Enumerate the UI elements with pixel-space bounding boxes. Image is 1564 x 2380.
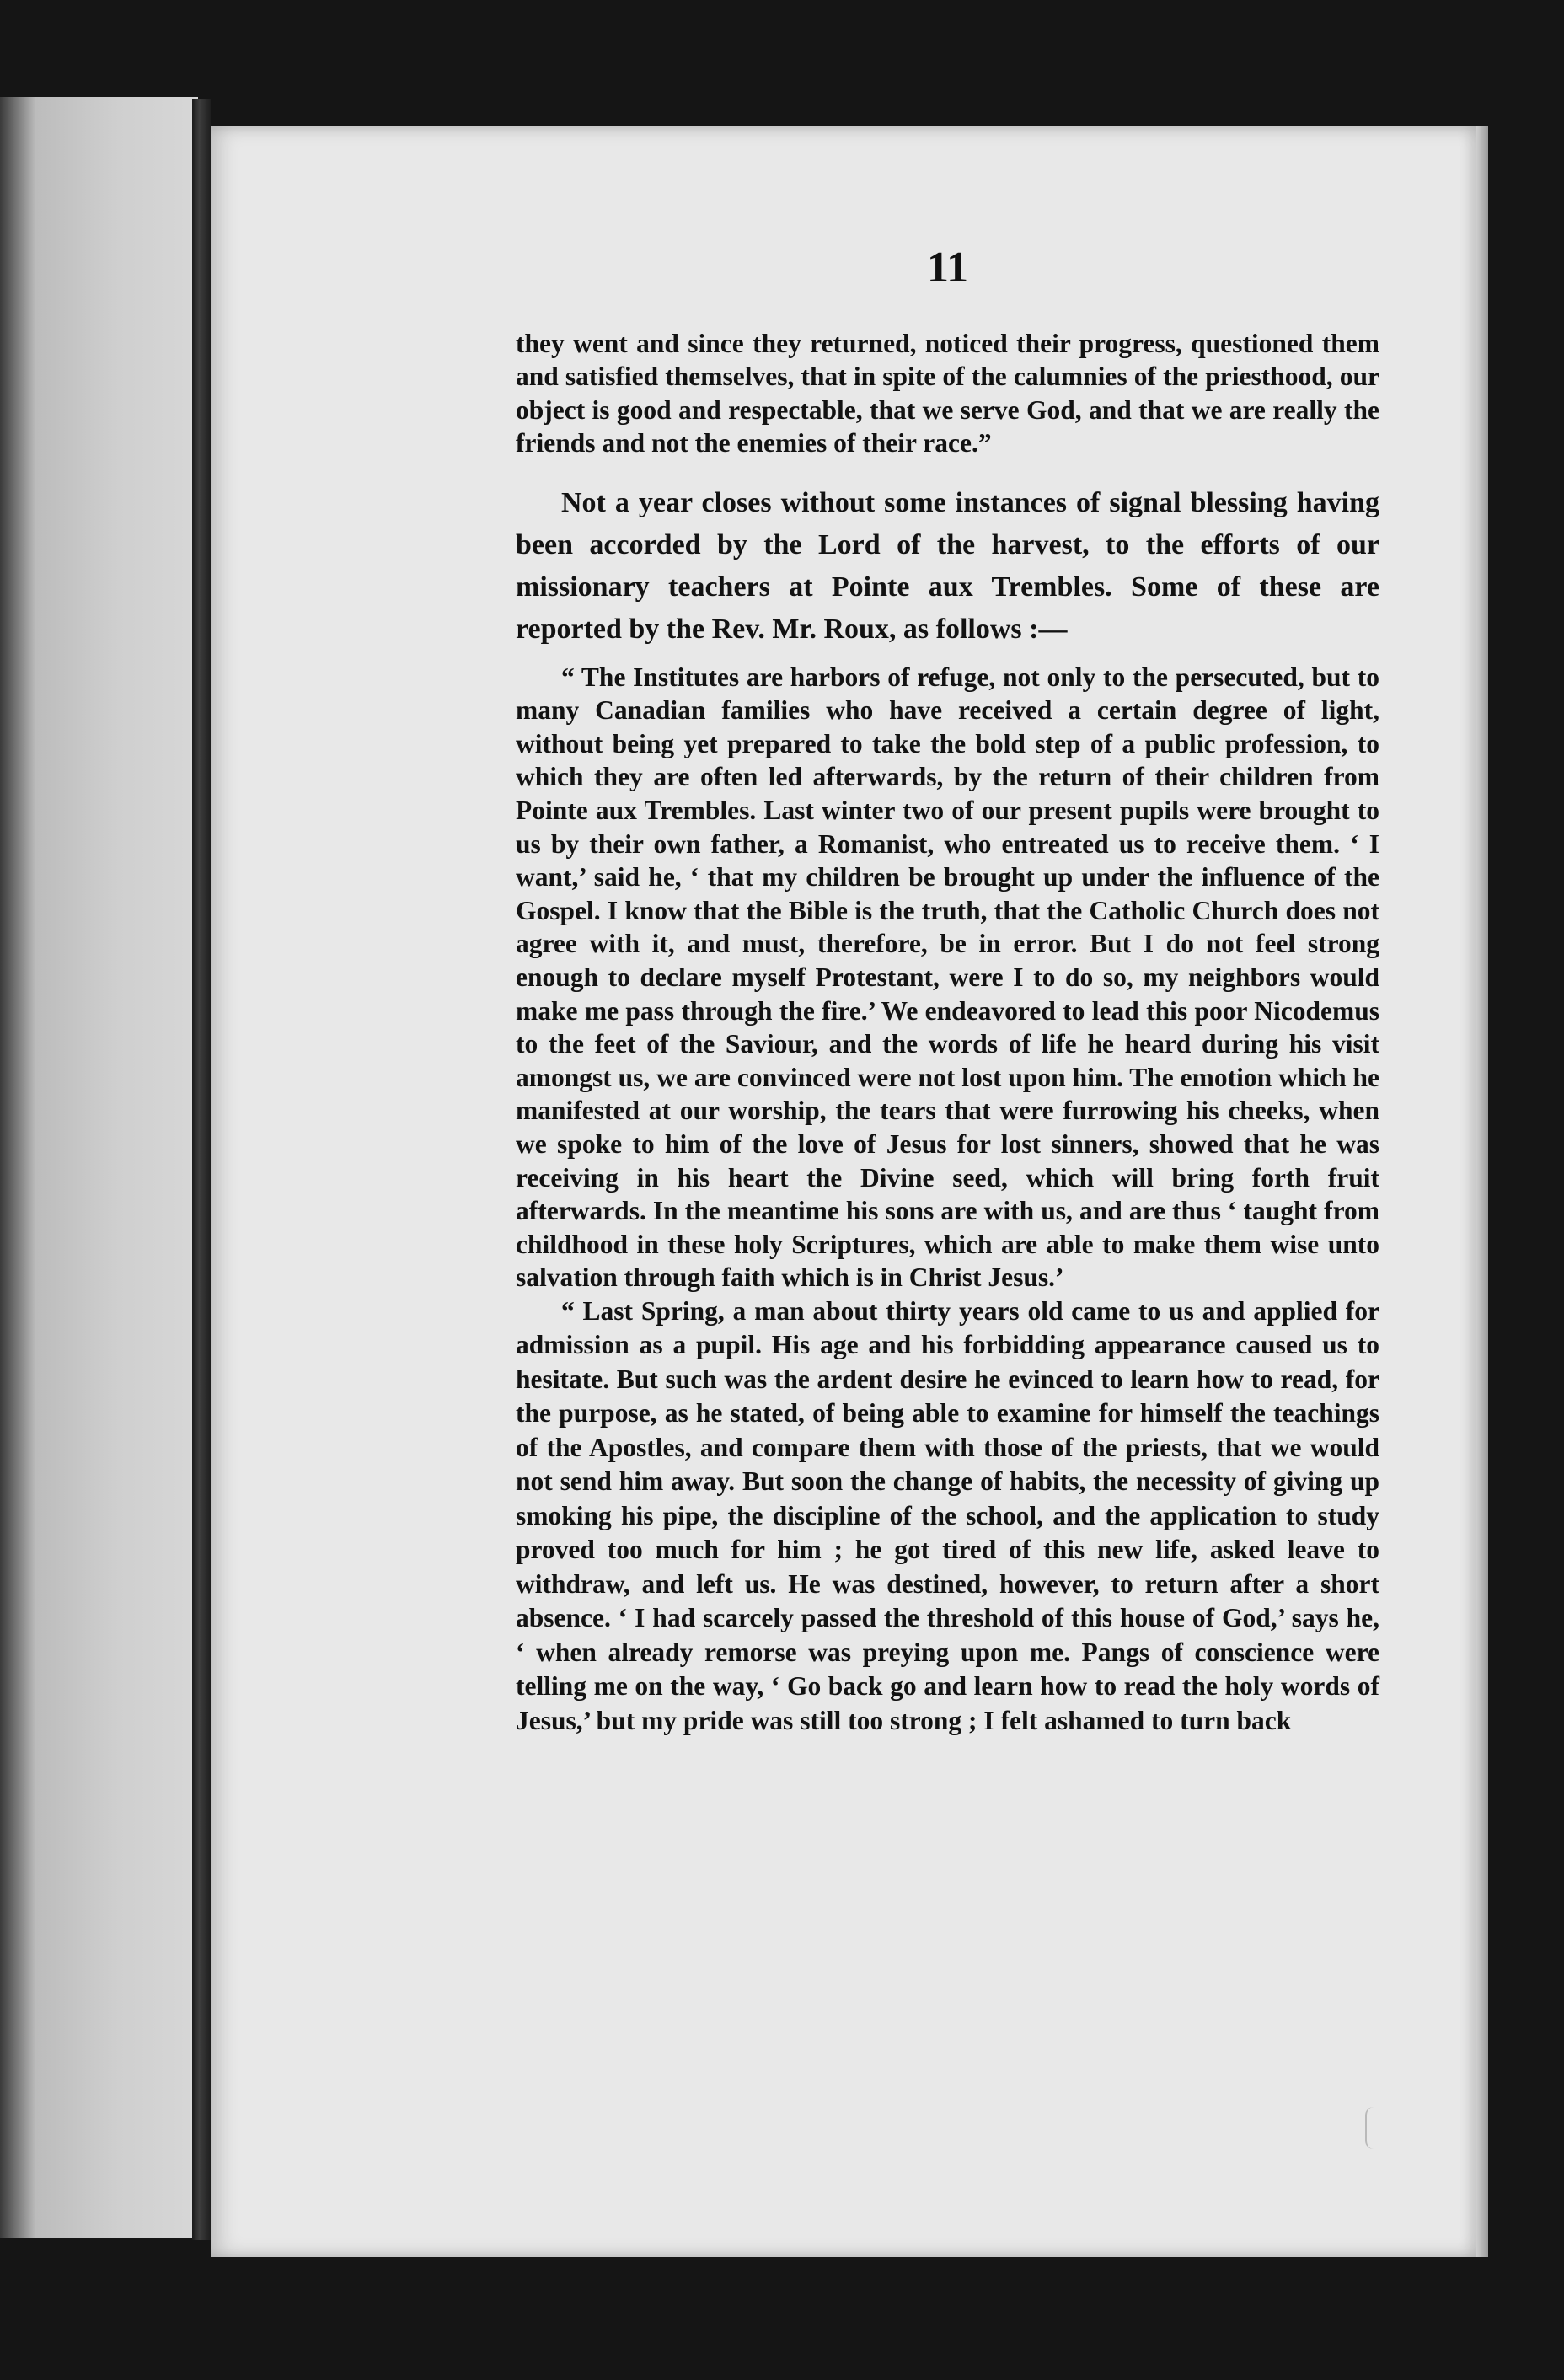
- pencil-mark: [1365, 2107, 1392, 2149]
- book-spine: [192, 99, 211, 2240]
- page-fore-edge: [1476, 126, 1488, 2257]
- page-number: 11: [927, 244, 969, 292]
- paragraph-institutes: “ The Institutes are harbors of refuge, not only to the persecuted, but to many Canadian families who have received a certain degree of light, without being yet prepared to take the bold step of a public profession, to which they are often led afterwards, by the return of their children from Pointe aux Trembles. Last winter two of our present pupils were brought to us by their own father, a Romanist, who entreated us to receive them. ‘ I want,’ said he, ‘ that my children be brought up under the influence of the Gospel. I know that the Bible is the truth, that the Catholic Church does not agree with it, and must, therefore, be in error. But I do not feel strong enough to declare myself Protestant, were I to do so, my neighbors would make me pass through the fire.’ We endeavored to lead this poor Nicodemus to the feet of the Saviour, and the words of life he heard during his visit amongst us, we are convinced were not lost upon him. The emotion which he manifested at our worship, the tears that were furrowing his cheeks, when we spoke to him of the love of Jesus for lost sinners, showed that he was receiving in his heart the Divine seed, which will bring forth fruit afterwards. In the meantime his sons are with us, and are thus ‘ taught from childhood in these holy Scriptures, which are able to make them wise unto salvation through faith which is in Christ Jesus.’: [516, 662, 1379, 1293]
- paragraph-last-spring: “ Last Spring, a man about thirty years old came to us and applied for admission as a pupil. His age and his forbidding appearance caused us to hesitate. But such was the ardent desire he evinced to learn how to read, for the purpose, as he stated, of being able to examine for himself the teachings of the Apostles, and compare them with those of the priests, that we would not send him away. But soon the change of habits, the necessity of giving up smoking his pipe, the discipline of the school, and the application to study proved too much for him ; he got tired of this new life, asked leave to withdraw, and left us. He was destined, however, to return after a short absence. ‘ I had scarcely passed the threshold of this house of God,’ says he, ‘ when already remorse was preying upon me. Pangs of conscience were telling me on the way, ‘ Go back go and learn how to read the holy words of Jesus,’ but my pride was still too strong ; I felt ashamed to turn back: [516, 1295, 1379, 1735]
- page-body: [516, 327, 1379, 1738]
- paragraph-intro: Not a year closes without some instances of signal blessing having been accorded by the Lord of the harvest, to the efforts of our missionary teachers at Pointe aux Trembles. Some of these are reported by the Rev. Mr. Roux, as follows :—: [516, 486, 1379, 645]
- left-page-edge: [0, 97, 198, 2238]
- paragraph-quote-end: they went and since they returned, noticed their progress, questioned them and satisfied themselves, that in spite of the calumnies of the priesthood, our object is good and respectable, that we serve God, and that we are really the friends and not the enemies of their race.”: [516, 329, 1379, 458]
